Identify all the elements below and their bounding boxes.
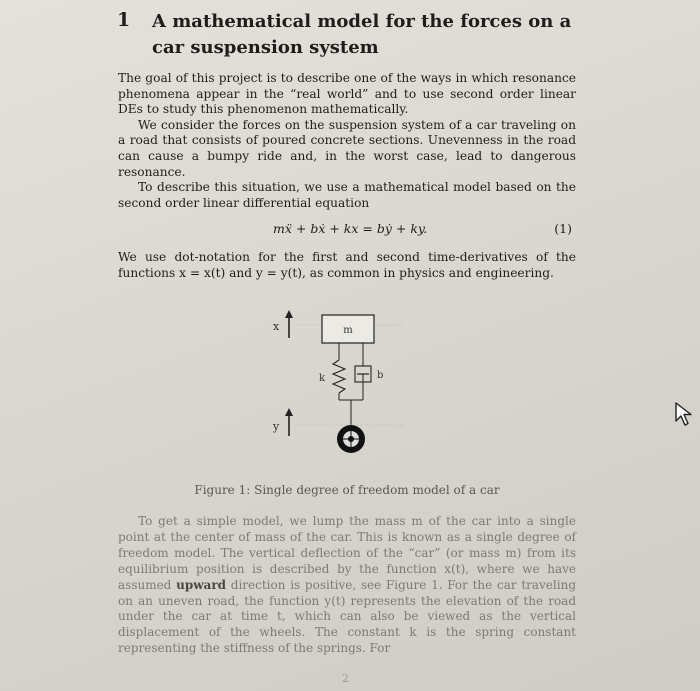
- equation-number: (1): [554, 221, 572, 236]
- x-label: x: [273, 320, 280, 333]
- y-label: y: [273, 420, 280, 433]
- x-arrowhead: [285, 310, 293, 318]
- y-arrowhead: [285, 408, 293, 416]
- paragraph-model-text: To describe this situation, we use a mathematical model based on the second order linear differential equation: [118, 180, 576, 210]
- section-number: 1: [117, 9, 131, 31]
- equation-expression: mẍ + bẋ + kx = bẏ + ky.: [273, 221, 428, 236]
- paragraph-model-description: [118, 514, 576, 657]
- spring-icon: [333, 360, 345, 393]
- suspension-diagram: [255, 308, 405, 466]
- paragraph-intro: [118, 71, 576, 211]
- faded-text-part1: To get a simple model, we lump the mass m of the car into a single point at the center of mass of the car. This is known as a single degree of freedom model. The vertical deflection of the “car” (or mass m) from its equilibrium position is described by the function x(t), where we have assumed: [118, 514, 576, 592]
- paragraph-notation: We use dot-notation for the first and second time-derivatives of the functions x = x(t) and y = y(t), as common in physics and engineering.: [118, 250, 576, 280]
- faded-text-bold: upward: [176, 577, 227, 592]
- page-number: 2: [342, 672, 349, 685]
- mouse-pointer-icon: [673, 401, 695, 427]
- section-title: A mathematical model for the forces on a car suspension system: [152, 11, 572, 58]
- spring-label: k: [319, 373, 326, 384]
- wheel-icon: [337, 425, 365, 453]
- paragraph-intro-text: The goal of this project is to describe one of the ways in which resonance phenomena appear in the “real world” and to use second order linear DEs to study this phenomenon mathematically.: [118, 71, 576, 117]
- paragraph-forces-text: We consider the forces on the suspension system of a car traveling on a road that consists of poured concrete sections. Unevenness in the road can cause a bumpy ride and, in the worst case, lead to dangerous resonance.: [118, 117, 576, 179]
- damper-label: b: [377, 370, 384, 381]
- faded-text-part2: direction is positive, see Figure 1. For the car traveling on an uneven road, the function y(t) represents the elevation of the road under the car at time t, which can also be viewed as the vertical displacement of the wheels. The constant k is the spring constant representing the stiffness of the springs. For: [118, 577, 576, 656]
- mass-label: m: [343, 325, 353, 336]
- figure-caption: Figure 1: Single degree of freedom model of a car: [194, 483, 500, 497]
